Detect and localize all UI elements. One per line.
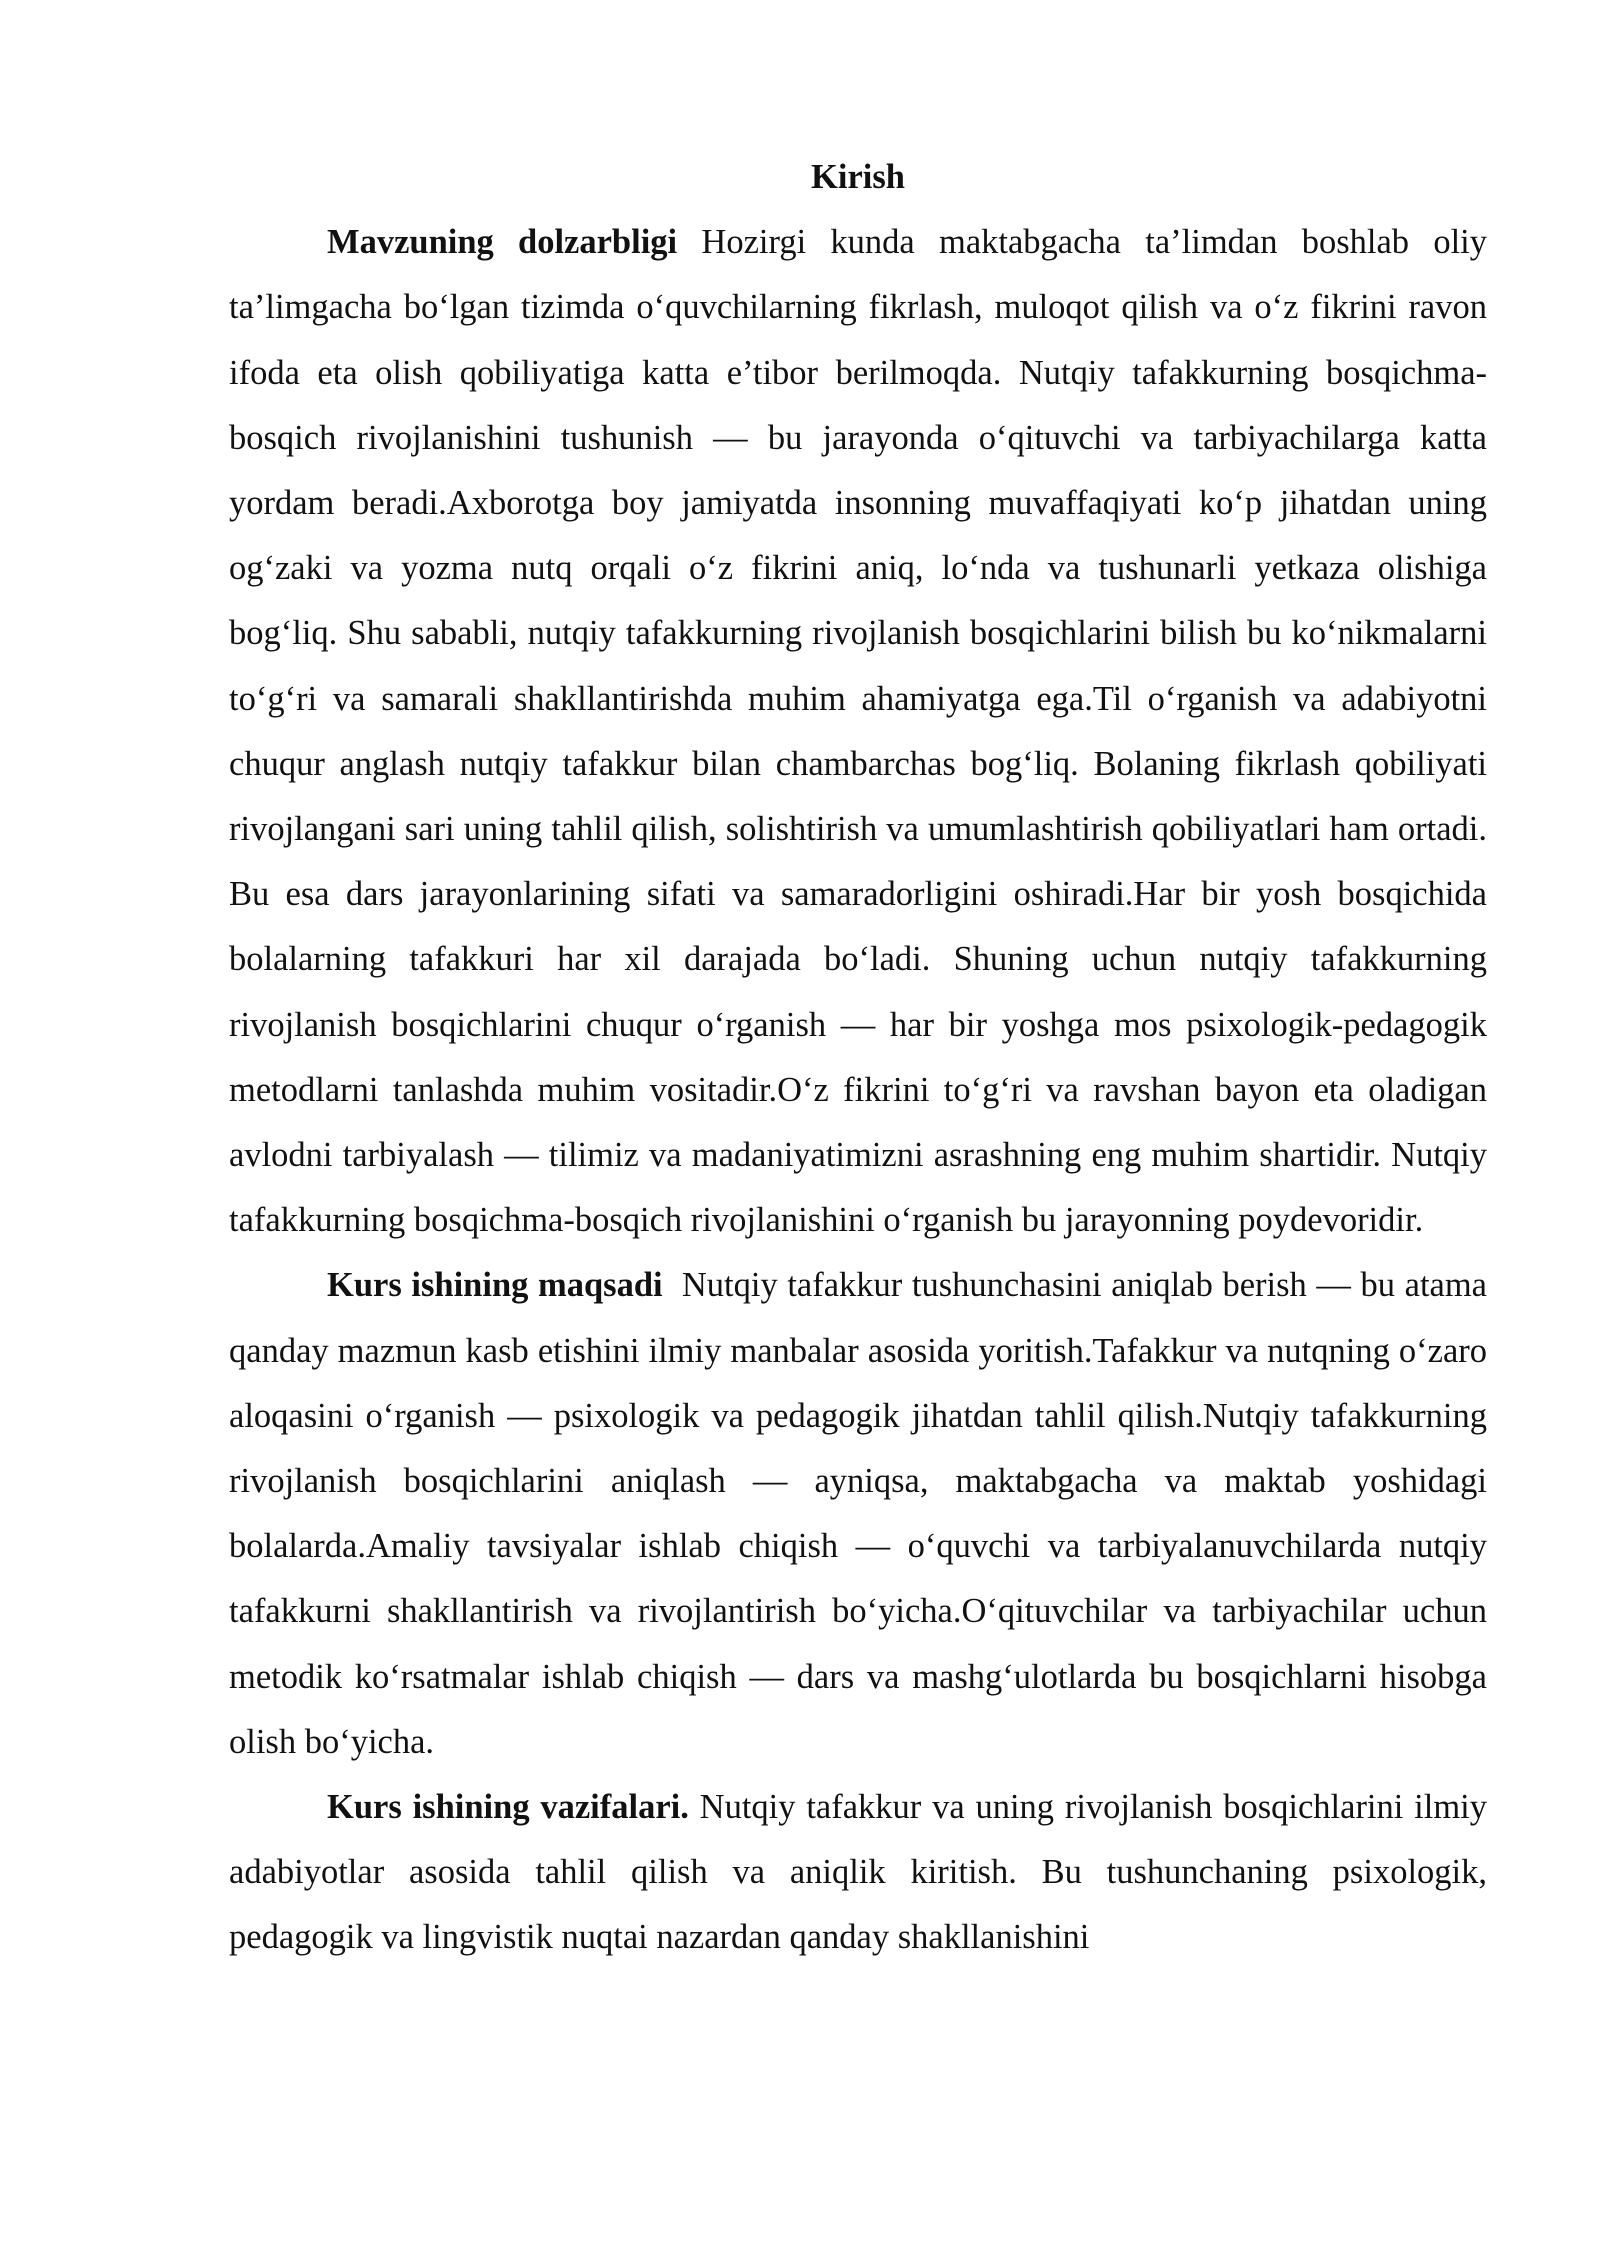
section-heading-goal: Kurs ishining maqsadi (327, 1266, 663, 1305)
document-body (229, 145, 1496, 1971)
section-text-goal: Nutqiy tafakkur tushunchasini aniqlab berish — bu atama qanday mazmun kasb etishini ilmiy manbalar asosida yoritish.Tafakkur va nutqning o‘zaro aloqasini o‘rganish — psixologik va pedagogik jihatdan tahlil qilish.Nutqiy tafakkurning rivojlanish bosqichlarini aniqlash — ayniqsa, maktabgacha va maktab yoshidagi bolalarda.Amaliy tavsiyalar ishlab chiqish — o‘quvchi va tarbiyalanuvchilarda nutqiy tafakkurni shakllantirish va rivojlantirish bo‘yicha.O‘qituvchilar va tarbiyachilar uchun metodik ko‘rsatmalar ishlab chiqish — dars va mashg‘ulotlarda bu bosqichlarni hisobga olish bo‘yicha. (229, 1266, 1496, 1761)
section-paragraph-goal (229, 1253, 1496, 1775)
section-text-relevance: Hozirgi kunda maktabgacha ta’limdan boshlab oliy ta’limgacha bo‘lgan tizimda o‘quvchilarning fikrlash, muloqot qilish va o‘z fikrini ravon ifoda eta olish qobiliyatiga katta e’tibor berilmoqda. Nutqiy tafakkurning bosqichma-bosqich rivojlanishini tushunish — bu jarayonda o‘qituvchi va tarbiyachilarga katta yordam beradi.Axborotga boy jamiyatda insonning muvaffaqiyati ko‘p jihatdan uning og‘zaki va yozma nutq orqali o‘z fikrini aniq, lo‘nda va tushunarli yetkaza olishiga bog‘liq. Shu sababli, nutqiy tafakkurning rivojlanish bosqichlarini bilish bu ko‘nikmalarni to‘g‘ri va samarali shakllantirishda muhim ahamiyatga ega.Til o‘rganish va adabiyotni chuqur anglash nutqiy tafakkur bilan chambarchas bog‘liq. Bolaning fikrlash qobiliyati rivojlangani sari uning tahlil qilish, solishtirish va umumlashtirish qobiliyatlari ham ortadi. Bu esa dars jarayonlarining sifati va samaradorligini oshiradi.Har bir yosh bosqichida bolalarning tafakkuri har xil darajada bo‘ladi. Shuning uchun nutqiy tafakkurning rivojlanish bosqichlarini chuqur o‘rganish — har bir yoshga mos psixologik-pedagogik metodlarni tanlashda muhim vositadir.O‘z fikrini to‘g‘ri va ravshan bayon eta oladigan avlodni tarbiyalash — tilimiz va madaniyatimizni asrashning eng muhim shartidir. Nutqiy tafakkurning bosqichma-bosqich rivojlanishini o‘rganish bu jarayonning poydevoridir. (229, 223, 1487, 1240)
section-heading-relevance: Mavzuning dolzarbligi (327, 223, 678, 262)
section-text-tasks: Nutqiy tafakkur va uning rivojlanish bosqichlarini ilmiy adabiyotlar asosida tahlil qilish va aniqlik kiritish. Bu tushunchaning psixologik, pedagogik va lingvistik nuqtai nazardan qanday shakllanishini (229, 1788, 1487, 1957)
section-paragraph-tasks (229, 1775, 1487, 1971)
section-heading-tasks: Kurs ishining vazifalari. (327, 1788, 689, 1827)
page-title: Kirish (811, 158, 905, 196)
section-paragraph-relevance (229, 210, 1487, 1253)
